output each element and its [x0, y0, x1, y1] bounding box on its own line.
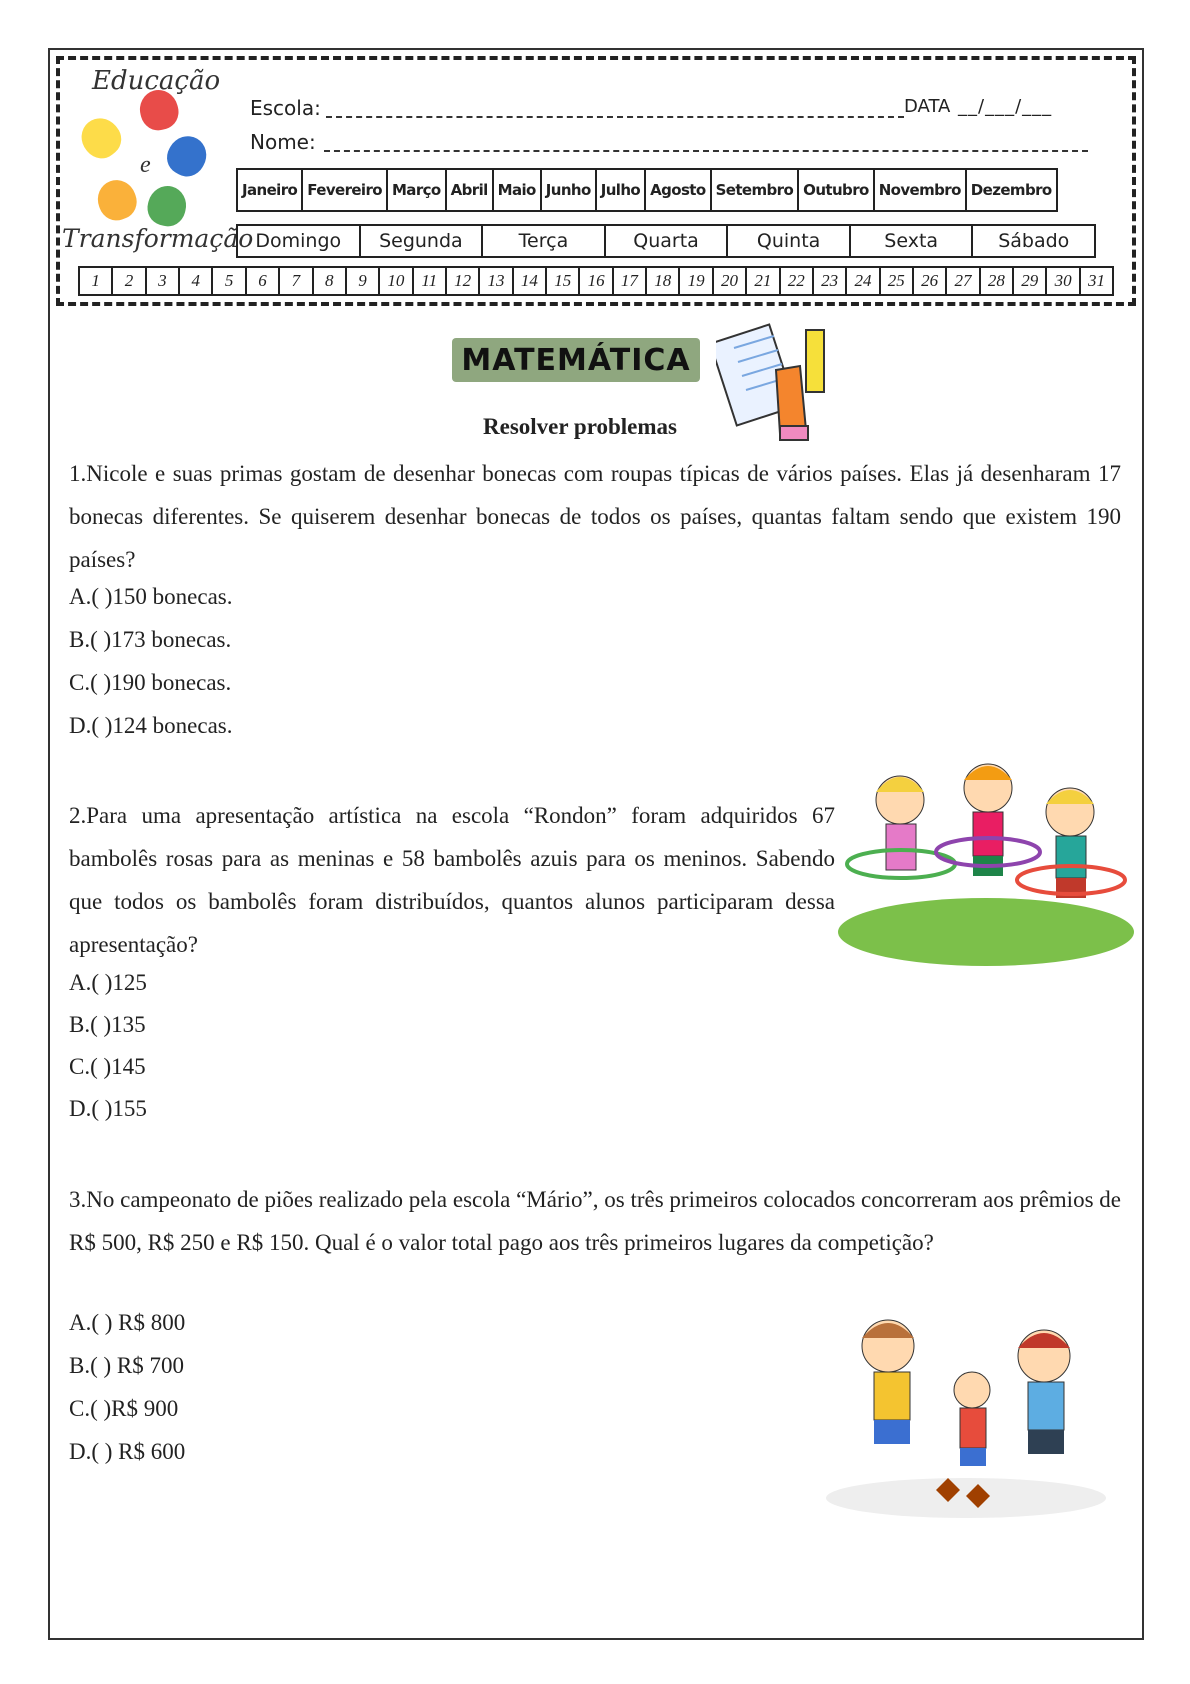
- question-3-option-a[interactable]: A.( ) R$ 800: [69, 1310, 186, 1335]
- weekday-cell[interactable]: Segunda: [361, 226, 484, 256]
- day-number-cell[interactable]: 24: [847, 268, 880, 294]
- question-3-text: 3.No campeonato de piões realizado pela escola “Mário”, os três primeiros colocados concorreram aos prêmios de R$ 500, R$ 250 e R$ 150. Qual é o valor total pago aos três primeiros lugares da competição?: [69, 1187, 1121, 1255]
- date-field[interactable]: __/___/___: [958, 96, 1053, 117]
- month-cell[interactable]: Março: [388, 170, 447, 210]
- day-number-cell[interactable]: 31: [1087, 271, 1105, 290]
- day-number-cell[interactable]: 20: [714, 268, 747, 294]
- question-2-option-b[interactable]: B.( )135: [69, 1012, 146, 1037]
- day-number-cell[interactable]: 27: [947, 268, 980, 294]
- day-number-cell[interactable]: 25: [881, 268, 914, 294]
- question-1-option-b[interactable]: B.( )173 bonecas.: [69, 627, 232, 652]
- day-number-cell[interactable]: 5: [213, 268, 246, 294]
- logo-bottom-text: Transformação: [62, 224, 254, 253]
- month-cell[interactable]: Julho: [597, 170, 646, 210]
- school-field[interactable]: [326, 116, 904, 118]
- question-1-option-d[interactable]: D.( )124 bonecas.: [69, 713, 233, 738]
- weekday-cell[interactable]: Sexta: [851, 226, 974, 256]
- month-cell[interactable]: Janeiro: [238, 170, 303, 210]
- day-number-cell[interactable]: 1: [80, 268, 113, 294]
- question-1-text: 1.Nicole e suas primas gostam de desenhar bonecas com roupas típicas de vários países. Elas já desenharam 17 bonecas diferentes. Se quiserem desenhar bonecas de todos os países, quantas faltam sendo que existem 190 países?: [69, 461, 1121, 572]
- question-2-option-c[interactable]: C.( )145: [69, 1054, 146, 1079]
- day-number-cell[interactable]: 26: [914, 268, 947, 294]
- boys-spinning-tops-illustration: [816, 1300, 1116, 1522]
- question-2-option-a[interactable]: A.( )125: [69, 970, 147, 995]
- day-number-cell[interactable]: 6: [247, 268, 280, 294]
- weekday-cell[interactable]: Quinta: [728, 226, 851, 256]
- day-number-cell[interactable]: 17: [614, 268, 647, 294]
- day-number-cell[interactable]: 21: [747, 268, 780, 294]
- day-number-cell[interactable]: 28: [981, 268, 1014, 294]
- question-3-option-b[interactable]: B.( ) R$ 700: [69, 1353, 184, 1378]
- question-2-text: 2.Para uma apresentação artística na escola “Rondon” foram adquiridos 67 bambolês rosas para as meninas e 58 bambolês azuis para os meninos. Sabendo que todos os bambolês foram distribuídos, quantos alunos participaram dessa apresentação?: [69, 803, 835, 957]
- day-number-cell[interactable]: 13: [480, 268, 513, 294]
- month-cell[interactable]: Agosto: [646, 170, 711, 210]
- question-1-option-a[interactable]: A.( )150 bonecas.: [69, 584, 233, 609]
- school-label: Escola:: [250, 96, 321, 120]
- weekday-cell[interactable]: Sábado: [998, 230, 1070, 252]
- day-number-cell[interactable]: 7: [280, 268, 313, 294]
- day-number-cell[interactable]: 29: [1014, 268, 1047, 294]
- day-number-cell[interactable]: 10: [380, 268, 413, 294]
- weekdays-row: [236, 224, 1096, 258]
- question-3-option-d[interactable]: D.( ) R$ 600: [69, 1439, 186, 1464]
- logo-middle-text: e: [140, 152, 151, 178]
- weekday-cell[interactable]: Terça: [483, 226, 606, 256]
- month-cell[interactable]: Outubro: [799, 170, 875, 210]
- day-number-cell[interactable]: 23: [814, 268, 847, 294]
- month-cell[interactable]: Fevereiro: [303, 170, 388, 210]
- children-hula-hoop-illustration: [838, 752, 1134, 966]
- day-number-cell[interactable]: 12: [447, 268, 480, 294]
- question-1-option-c[interactable]: C.( )190 bonecas.: [69, 670, 232, 695]
- day-number-cell[interactable]: 14: [514, 268, 547, 294]
- date-label: DATA: [904, 96, 951, 117]
- name-field[interactable]: [324, 150, 1088, 152]
- day-number-cell[interactable]: 18: [647, 268, 680, 294]
- month-cell[interactable]: Junho: [542, 170, 597, 210]
- day-number-cell[interactable]: 11: [414, 268, 447, 294]
- day-number-cell[interactable]: 15: [547, 268, 580, 294]
- month-cell[interactable]: Novembro: [875, 170, 967, 210]
- month-cell[interactable]: Setembro: [712, 170, 800, 210]
- logo-top-text: Educação: [92, 66, 221, 96]
- day-number-cell[interactable]: 22: [781, 268, 814, 294]
- question-3-option-c[interactable]: C.( )R$ 900: [69, 1396, 179, 1421]
- day-number-cell[interactable]: 2: [113, 268, 146, 294]
- day-number-cell[interactable]: 9: [347, 268, 380, 294]
- weekday-cell[interactable]: Quarta: [606, 226, 729, 256]
- month-cell[interactable]: Abril: [447, 170, 494, 210]
- month-cell[interactable]: Dezembro: [970, 181, 1052, 199]
- months-row: [236, 168, 1058, 212]
- subtitle: Resolver problemas: [483, 414, 677, 439]
- day-number-cell[interactable]: 3: [147, 268, 180, 294]
- name-label: Nome:: [250, 130, 316, 154]
- subject-title: MATEMÁTICA: [452, 338, 700, 382]
- day-numbers-row: [78, 266, 1114, 296]
- day-number-cell[interactable]: 8: [314, 268, 347, 294]
- month-cell[interactable]: Maio: [494, 170, 542, 210]
- weekday-cell[interactable]: Domingo: [238, 226, 361, 256]
- day-number-cell[interactable]: 30: [1047, 268, 1080, 294]
- day-number-cell[interactable]: 16: [580, 268, 613, 294]
- day-number-cell[interactable]: 4: [180, 268, 213, 294]
- question-2-option-d[interactable]: D.( )155: [69, 1096, 147, 1121]
- day-number-cell[interactable]: 19: [680, 268, 713, 294]
